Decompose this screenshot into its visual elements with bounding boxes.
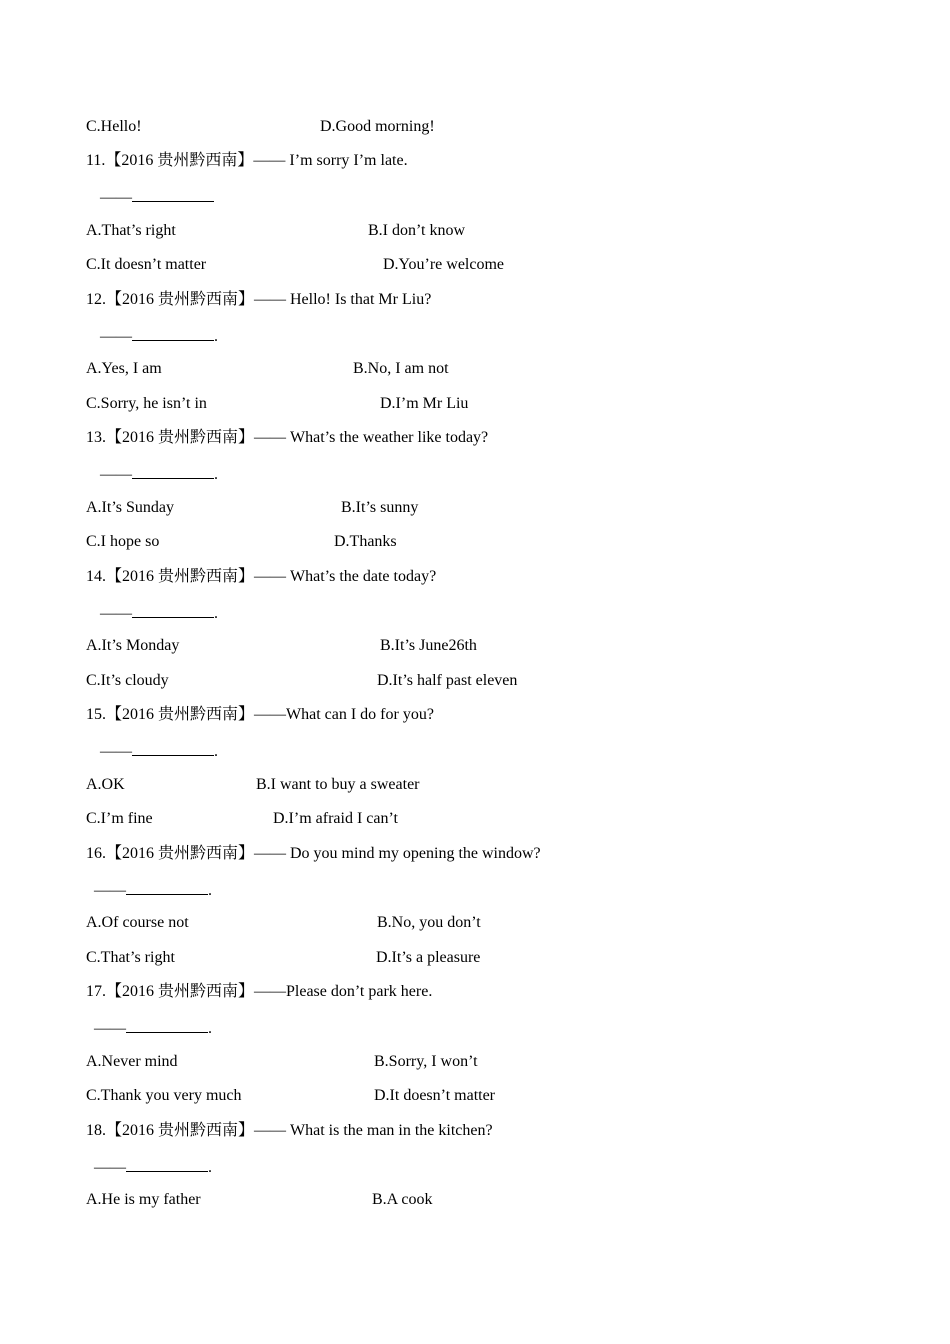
- option-right: B.Sorry, I won’t: [374, 1053, 478, 1070]
- option-right: D.Thanks: [334, 533, 397, 550]
- option-right: D.You’re welcome: [383, 256, 505, 273]
- option-right: B.It’s June26th: [380, 637, 477, 654]
- question-text: 11.【2016 贵州黔西南】—— I’m sorry I’m late.: [86, 152, 408, 169]
- question-text: 12.【2016 贵州黔西南】—— Hello! Is that Mr Liu?: [86, 291, 432, 308]
- answer-dash: ——: [100, 328, 132, 345]
- answer-end-punct: .: [214, 605, 218, 622]
- option-right: D.It’s a pleasure: [376, 949, 481, 966]
- answer-blank[interactable]: [126, 1017, 208, 1033]
- option-right: D.I’m Mr Liu: [380, 395, 469, 412]
- option-left: A.Of course not: [86, 914, 189, 931]
- question-text: 14.【2016 贵州黔西南】—— What’s the date today?: [86, 568, 437, 585]
- answer-blank[interactable]: [132, 740, 214, 756]
- option-left: A.OK: [86, 776, 125, 793]
- answer-blank[interactable]: [132, 602, 214, 618]
- option-right: D.Good morning!: [320, 118, 435, 135]
- answer-dash: ——: [94, 882, 126, 899]
- answer-dash: ——: [94, 1159, 126, 1176]
- question-text: 13.【2016 贵州黔西南】—— What’s the weather like today?: [86, 429, 489, 446]
- question-text: 18.【2016 贵州黔西南】—— What is the man in the kitchen?: [86, 1122, 493, 1139]
- option-left: A.That’s right: [86, 222, 176, 239]
- answer-line: [100, 740, 218, 762]
- answer-dash: ——: [100, 189, 132, 206]
- answer-end-punct: .: [208, 1159, 212, 1176]
- answer-line: [100, 602, 218, 624]
- answer-dash: ——: [100, 743, 132, 760]
- answer-line: [100, 325, 218, 347]
- option-left: C.That’s right: [86, 949, 175, 966]
- option-right: D.It doesn’t matter: [374, 1087, 496, 1104]
- question-text: 15.【2016 贵州黔西南】——What can I do for you?: [86, 706, 434, 723]
- option-left: C.It doesn’t matter: [86, 256, 207, 273]
- option-right: B.It’s sunny: [341, 499, 419, 516]
- answer-dash: ——: [100, 605, 132, 622]
- question-text: 16.【2016 贵州黔西南】—— Do you mind my opening the window?: [86, 845, 541, 862]
- answer-end-punct: .: [214, 466, 218, 483]
- answer-end-punct: .: [214, 743, 218, 760]
- option-right: B.I don’t know: [368, 222, 466, 239]
- answer-end-punct: .: [214, 328, 218, 345]
- option-left: C.Sorry, he isn’t in: [86, 395, 207, 412]
- answer-blank[interactable]: [126, 1156, 208, 1172]
- question-text: 17.【2016 贵州黔西南】——Please don’t park here.: [86, 983, 433, 1000]
- answer-dash: ——: [94, 1020, 126, 1037]
- option-left: C.Hello!: [86, 118, 142, 135]
- answer-line: [100, 186, 214, 208]
- answer-dash: ——: [100, 466, 132, 483]
- option-right: D.It’s half past eleven: [377, 672, 518, 689]
- option-right: D.I’m afraid I can’t: [273, 810, 398, 827]
- answer-end-punct: .: [208, 1020, 212, 1037]
- option-left: C.I hope so: [86, 533, 160, 550]
- option-left: A.It’s Sunday: [86, 499, 174, 516]
- answer-blank[interactable]: [132, 463, 214, 479]
- answer-line: [94, 879, 212, 901]
- option-left: C.It’s cloudy: [86, 672, 169, 689]
- answer-line: [94, 1156, 212, 1178]
- answer-blank[interactable]: [132, 325, 214, 341]
- option-left: A.Yes, I am: [86, 360, 162, 377]
- answer-blank[interactable]: [132, 186, 214, 202]
- option-right: B.No, I am not: [353, 360, 449, 377]
- answer-line: [94, 1017, 212, 1039]
- option-left: A.It’s Monday: [86, 637, 180, 654]
- option-right: B.I want to buy a sweater: [256, 776, 420, 793]
- option-left: A.Never mind: [86, 1053, 178, 1070]
- option-left: A.He is my father: [86, 1191, 201, 1208]
- option-right: B.No, you don’t: [377, 914, 481, 931]
- answer-end-punct: .: [208, 882, 212, 899]
- option-left: C.Thank you very much: [86, 1087, 242, 1104]
- answer-blank[interactable]: [126, 879, 208, 895]
- answer-line: [100, 463, 218, 485]
- option-left: C.I’m fine: [86, 810, 153, 827]
- option-right: B.A cook: [372, 1191, 433, 1208]
